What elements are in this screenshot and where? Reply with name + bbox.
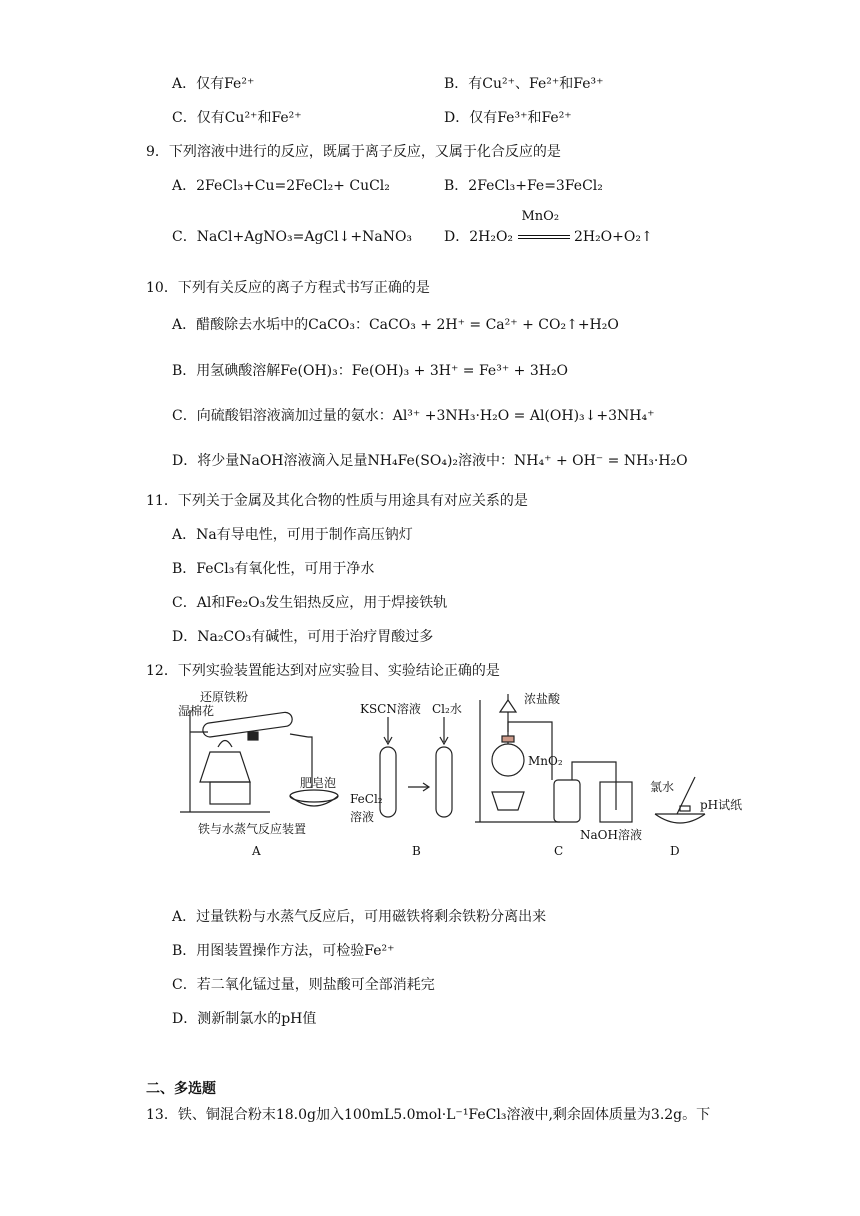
section-title: 二、多选题 — [146, 1081, 216, 1097]
q8-option-a: A．仅有Fe²⁺ — [172, 76, 255, 92]
q9-option-c: C．NaCl+AgNO₃=AgCl↓+NaNO₃ — [172, 229, 413, 245]
q10-stem: 10．下列有关反应的离子方程式书写正确的是 — [146, 280, 430, 296]
q9-option-d — [444, 209, 653, 247]
soap-dish — [290, 790, 338, 802]
chlorine-water-label: Cl₂水 — [432, 702, 462, 716]
q11-option-b: B．FeCl₃有氧化性，可用于净水 — [172, 561, 375, 577]
q12-option-c: C．若二氧化锰过量，则盐酸可全部消耗完 — [172, 977, 435, 993]
q11-stem: 11．下列关于金属及其化合物的性质与用途具有对应关系的是 — [146, 493, 528, 509]
conc-hcl-label: 浓盐酸 — [524, 692, 561, 706]
reaction-condition — [518, 209, 570, 247]
gas-bottle — [554, 780, 580, 822]
fecl2-label: FeCl₂ — [350, 792, 383, 806]
mno2-label: MnO₂ — [528, 754, 563, 768]
chlorine-water-d-label: 氯水 — [650, 780, 675, 794]
dropping-funnel — [500, 700, 516, 712]
q13-stem: 13．铁、铜混合粉末18.0g加入100mL5.0mol·L⁻¹FeCl₃溶液中,剩余固体质量为3.2g。下 — [146, 1107, 711, 1123]
fig-c-letter: C — [554, 844, 564, 858]
q8-option-c: C．仅有Cu²⁺和Fe²⁺ — [172, 110, 302, 126]
fig-a-caption: 铁与水蒸气反应装置 — [198, 822, 307, 836]
wet-cotton-label: 湿棉花 — [178, 704, 215, 718]
q9-option-b: B．2FeCl₃+Fe=3FeCl₂ — [444, 178, 603, 194]
q8-option-d: D．仅有Fe³⁺和Fe²⁺ — [444, 110, 572, 126]
test-tube-1 — [380, 747, 396, 817]
q12-option-d: D．测新制氯水的pH值 — [172, 1011, 317, 1027]
soap-bubble-label: 肥皂泡 — [300, 776, 337, 790]
catalyst-label: MnO₂ — [521, 209, 560, 224]
iron-powder-label: 还原铁粉 — [200, 690, 249, 704]
watch-glass — [655, 814, 705, 823]
q11-option-c: C．Al和Fe₂O₃发生铝热反应，用于焊接铁轨 — [172, 595, 448, 611]
q9-d-reactant: D．2H₂O₂ — [444, 229, 514, 245]
q8-option-b: B．有Cu²⁺、Fe²⁺和Fe³⁺ — [444, 76, 604, 92]
experiment-figure — [140, 692, 760, 862]
q12-option-b: B．用图装置操作方法，可检验Fe²⁺ — [172, 943, 395, 959]
lamp-block — [210, 782, 250, 804]
test-tube-2 — [436, 747, 452, 817]
ph-paper-label: pH试纸 — [700, 798, 743, 812]
q9-option-a: A．2FeCl₃+Cu=2FeCl₂+ CuCl₂ — [172, 178, 390, 194]
round-bottom-flask — [492, 744, 524, 776]
fig-b-letter: B — [412, 844, 421, 858]
q9-stem: 9．下列溶液中进行的反应，既属于离子反应，又属于化合反应的是 — [146, 144, 561, 160]
q10-option-c: C．向硫酸铝溶液滴加过量的氨水：Al³⁺ +3NH₃·H₂O = Al(OH)₃↓+3NH₄⁺ — [172, 408, 655, 424]
naoh-label: NaOH溶液 — [580, 828, 642, 842]
q12-stem: 12．下列实验装置能达到对应实验目、实验结论正确的是 — [146, 663, 500, 679]
alcohol-lamp-burner — [200, 752, 250, 782]
kscn-label: KSCN溶液 — [360, 702, 421, 716]
q12-option-a: A．过量铁粉与水蒸气反应后，可用磁铁将剩余铁粉分离出来 — [172, 909, 547, 925]
solution-label: 溶液 — [350, 810, 375, 824]
q11-option-d: D．Na₂CO₃有碱性，可用于治疗胃酸过多 — [172, 629, 434, 645]
fig-a-letter: A — [252, 844, 261, 858]
q10-option-d: D．将少量NaOH溶液滴入足量NH₄Fe(SO₄)₂溶液中：NH₄⁺ + OH⁻ = NH₃·H₂O — [172, 453, 688, 469]
fig-d-letter: D — [670, 844, 680, 858]
q10-option-b: B．用氢碘酸溶解Fe(OH)₃：Fe(OH)₃ + 3H⁺ = Fe³⁺ + 3H₂O — [172, 363, 569, 379]
q10-option-a: A．醋酸除去水垢中的CaCO₃：CaCO₃ + 2H⁺ = Ca²⁺ + CO₂↑+H₂O — [172, 317, 619, 333]
q9-d-products: 2H₂O+O₂↑ — [573, 229, 653, 245]
q11-option-a: A．Na有导电性，可用于制作高压钠灯 — [172, 527, 413, 543]
